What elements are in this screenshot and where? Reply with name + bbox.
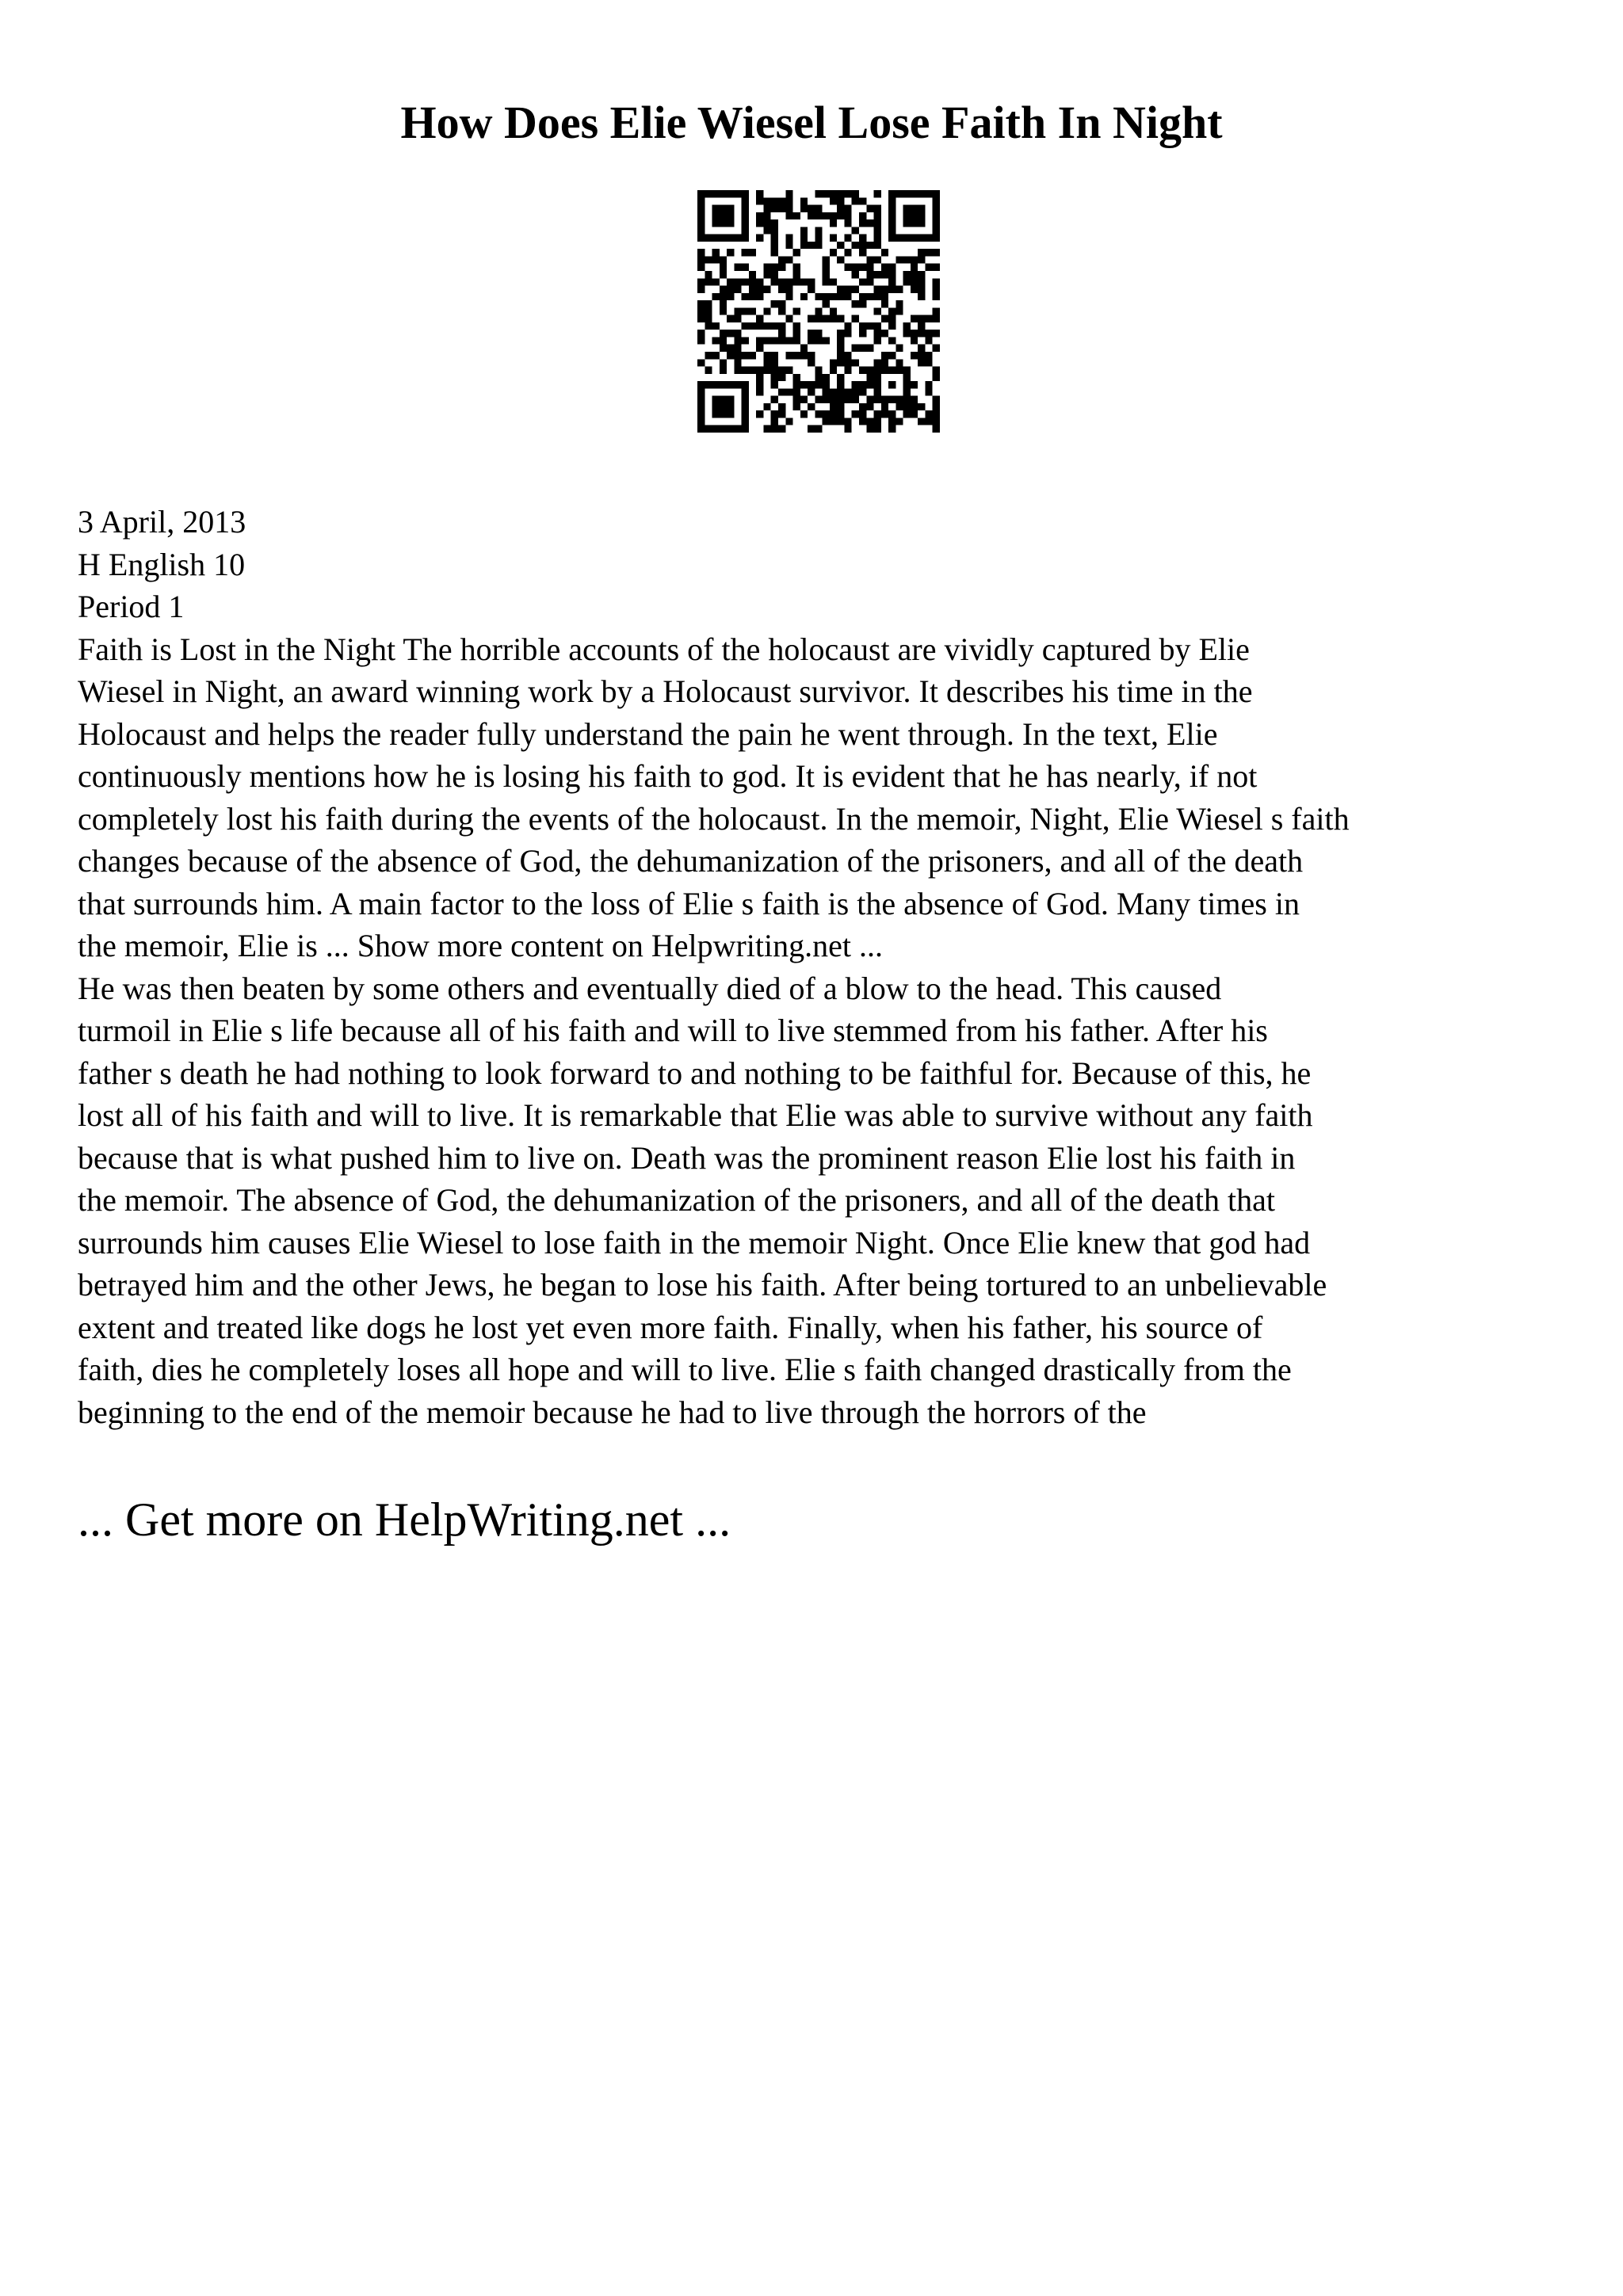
header-class: H English 10 xyxy=(78,546,246,582)
paragraph-2-line: betrayed him and the other Jews, he began to lose his faith. After being tortured to an unbelievable xyxy=(78,1267,1327,1302)
paragraph-1-line: completely lost his faith during the events of the holocaust. In the memoir, Night, Elie Wiesel s faith xyxy=(78,800,1350,837)
document-title: How Does Elie Wiesel Lose Faith In Night xyxy=(400,97,1223,148)
paragraph-2-line: the memoir. The absence of God, the dehumanization of the prisoners, and all of the death that xyxy=(78,1182,1276,1218)
paragraph-1-line: Wiesel in Night, an award winning work by a Holocaust survivor. It describes his time in the xyxy=(78,673,1253,709)
paragraph-1-line: continuously mentions how he is losing his faith to god. It is evident that he has nearly, if not xyxy=(78,758,1258,794)
paragraph-2-line: He was then beaten by some others and eventually died of a blow to the head. This caused xyxy=(78,970,1222,1006)
paragraph-2-line: beginning to the end of the memoir because he had to live through the horrors of the xyxy=(78,1394,1147,1430)
paragraph-2-line: father s death he had nothing to look forward to and nothing to be faithful for. Because of this, he xyxy=(78,1055,1312,1091)
paragraph-2-line: surrounds him causes Elie Wiesel to lose faith in the memoir Night. Once Elie knew that god had xyxy=(78,1224,1311,1261)
paragraph-1-line: changes because of the absence of God, the dehumanization of the prisoners, and all of the death xyxy=(78,843,1304,879)
header-period: Period 1 xyxy=(78,589,185,624)
document-body xyxy=(78,501,1568,1433)
paragraph-2-line: because that is what pushed him to live on. Death was the prominent reason Elie lost his faith in xyxy=(78,1139,1296,1176)
paragraph-2-line: extent and treated like dogs he lost yet even more faith. Finally, when his father, his source of xyxy=(78,1309,1263,1345)
qr-code-graphic xyxy=(697,190,940,433)
show-more-link-line[interactable]: the memoir, Elie is ... Show more content on Helpwriting.net ... xyxy=(78,928,883,963)
qr-code-icon xyxy=(697,190,940,433)
header-date: 3 April, 2013 xyxy=(78,504,246,540)
paragraph-2-line: lost all of his faith and will to live. It is remarkable that Elie was able to survive without any faith xyxy=(78,1097,1313,1133)
paragraph-1-line: Faith is Lost in the Night The horrible accounts of the holocaust are vividly captured by Elie xyxy=(78,631,1250,667)
paragraph-2-line: faith, dies he completely loses all hope and will to live. Elie s faith changed drastically from the xyxy=(78,1352,1292,1387)
paragraph-1-line: that surrounds him. A main factor to the loss of Elie s faith is the absence of God. Many times in xyxy=(78,885,1300,921)
paragraph-2-line: turmoil in Elie s life because all of his faith and will to live stemmed from his father. After his xyxy=(78,1013,1268,1048)
paragraph-1-line: Holocaust and helps the reader fully understand the pain he went through. In the text, Elie xyxy=(78,715,1218,752)
get-more-link[interactable]: ... Get more on HelpWriting.net ... xyxy=(78,1493,731,1546)
